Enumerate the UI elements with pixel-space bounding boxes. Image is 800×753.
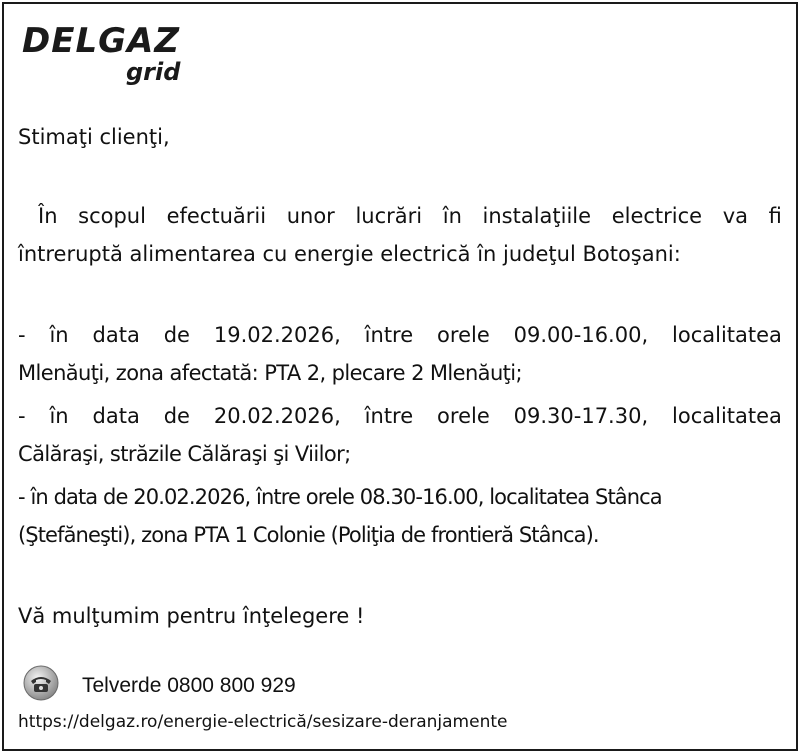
intro-word: lucrări bbox=[355, 204, 423, 228]
delgaz-logo bbox=[22, 22, 202, 92]
item-1-word: de bbox=[163, 323, 190, 347]
intro-word: scopul bbox=[78, 204, 146, 228]
item-1-word: orele bbox=[437, 323, 490, 347]
item-1-word: 09.00-16.00, bbox=[513, 323, 649, 347]
intro-line-2: întreruptă alimentarea cu energie electrică în judeţul Botoşani: bbox=[18, 242, 681, 266]
item-2-line-1 bbox=[18, 401, 782, 431]
item-1-line-2: Mlenăuţi, zona afectată: PTA 2, plecare 2 Mlenăuţi; bbox=[18, 361, 523, 385]
item-1-word: - bbox=[18, 323, 26, 347]
intro-word: electrice bbox=[611, 204, 703, 228]
item-2-word: 09.30-17.30, bbox=[513, 404, 649, 428]
item-2-word: localitatea bbox=[672, 404, 782, 428]
item-2-word: 20.02.2026, bbox=[213, 404, 341, 428]
item-1-word: localitatea bbox=[672, 323, 782, 347]
item-1-line-1 bbox=[18, 320, 782, 350]
item-3-line-2: (Ştefăneşti), zona PTA 1 Colonie (Poliţia de frontieră Stânca). bbox=[18, 523, 599, 547]
intro-word: În bbox=[38, 204, 58, 228]
intro-line-1 bbox=[18, 201, 782, 231]
item-1-word: în bbox=[49, 323, 69, 347]
intro-word: unor bbox=[286, 204, 335, 228]
phone-icon bbox=[22, 664, 60, 702]
logo-sub: grid bbox=[126, 58, 181, 86]
intro-word: fi bbox=[768, 204, 782, 228]
greeting: Stimaţi clienţi, bbox=[18, 125, 170, 149]
item-2-word: între bbox=[364, 404, 414, 428]
item-2-word: în bbox=[49, 404, 69, 428]
item-3-line-1: - în data de 20.02.2026, între orele 08.30-16.00, localitatea Stânca bbox=[18, 485, 662, 509]
item-2-line-2: Călăraşi, străzile Călăraşi şi Viilor; bbox=[18, 442, 351, 466]
item-2-word: data bbox=[92, 404, 140, 428]
intro-word: instalaţiile bbox=[482, 204, 592, 228]
item-1-word: între bbox=[364, 323, 414, 347]
item-1-word: 19.02.2026, bbox=[213, 323, 341, 347]
item-2-word: - bbox=[18, 404, 26, 428]
logo-brand: DELGAZ bbox=[22, 21, 180, 61]
telverde-text: Telverde 0800 800 929 bbox=[82, 674, 296, 697]
intro-word: va bbox=[722, 204, 749, 228]
intro-word: efectuării bbox=[166, 204, 267, 228]
closing: Vă mulţumim pentru înţelegere ! bbox=[18, 604, 365, 628]
item-1-word: data bbox=[92, 323, 140, 347]
item-2-word: de bbox=[163, 404, 190, 428]
deranjamente-url[interactable]: https://delgaz.ro/energie-electrică/sesizare-deranjamente bbox=[18, 712, 508, 732]
item-2-word: orele bbox=[437, 404, 490, 428]
intro-word: în bbox=[442, 204, 462, 228]
